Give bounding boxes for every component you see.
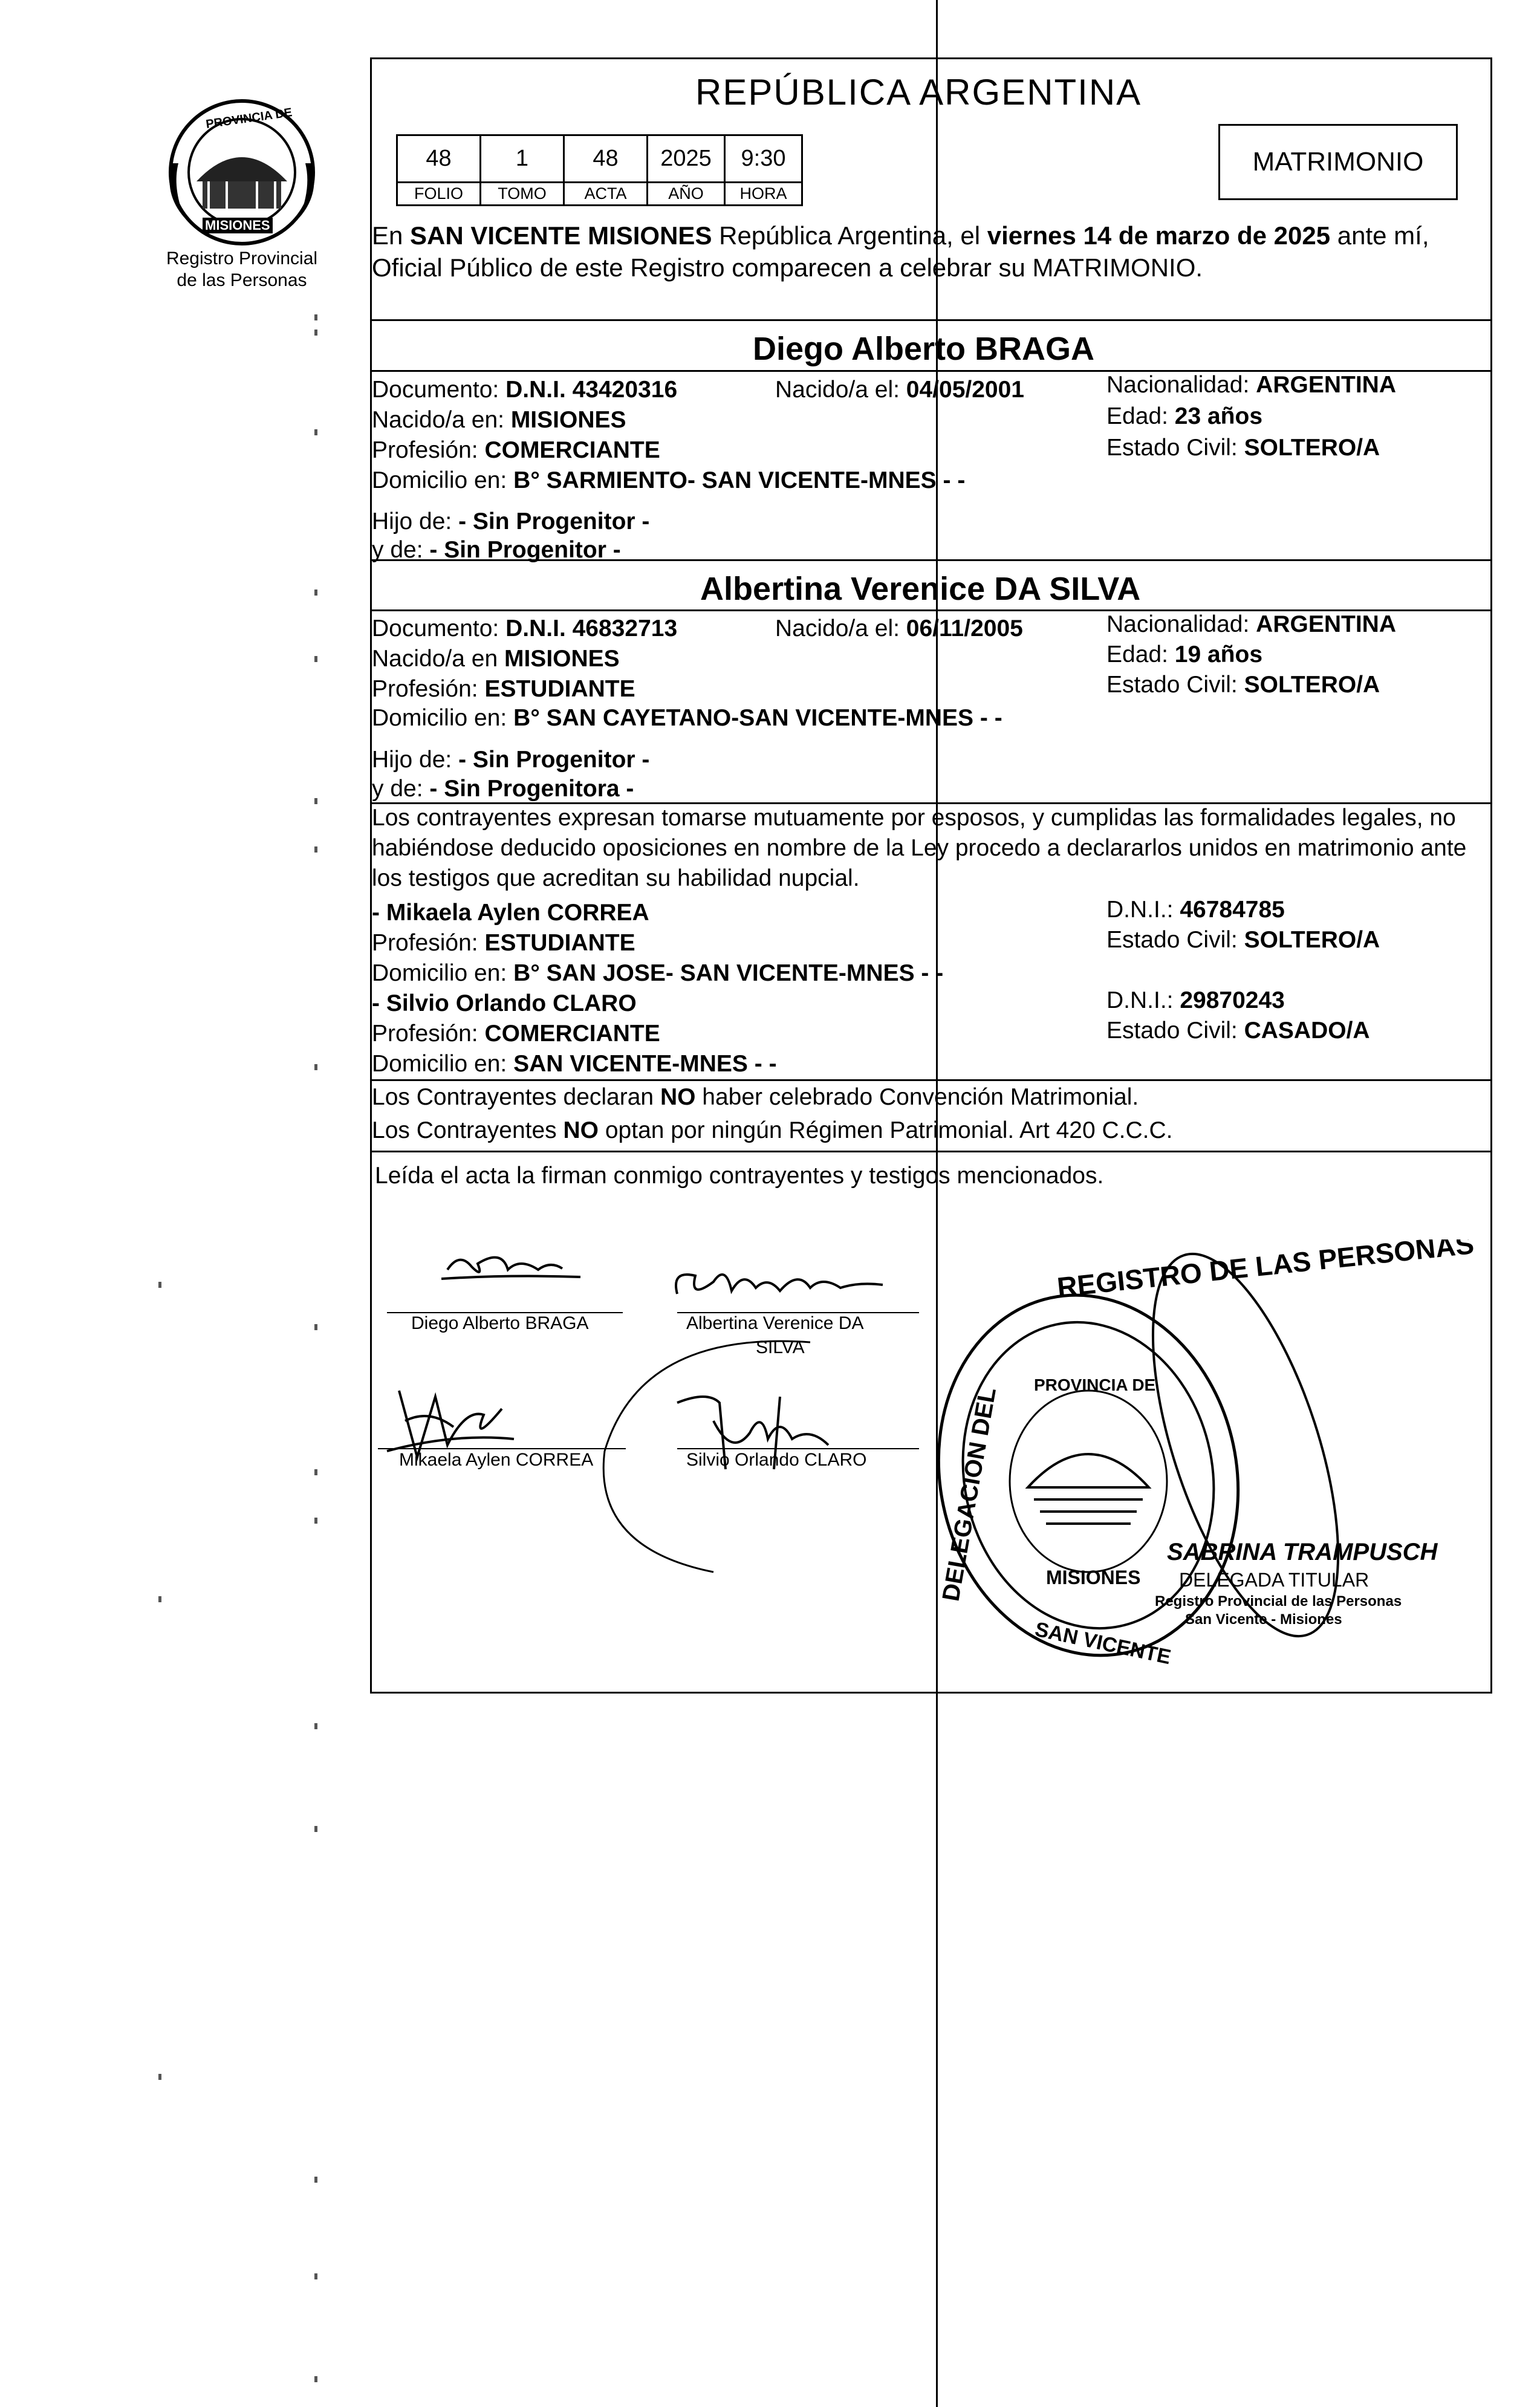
signature-label-albertina-1: Albertina Verenice DA — [686, 1313, 864, 1333]
registry-logo — [160, 91, 323, 254]
c1-document: Documento: D.N.I. 43420316 — [372, 377, 678, 403]
year-label: AÑO — [648, 183, 725, 206]
seal-outer-left-text: DELEGACION DEL — [937, 1385, 1001, 1603]
convention-line-1: Los Contrayentes declaran NO haber celebrado Convención Matrimonial. — [372, 1084, 1139, 1110]
intro-line-1: En SAN VICENTE MISIONES República Argentina, el viernes 14 de marzo de 2025 ante mí, — [372, 221, 1429, 250]
c1-address: Domicilio en: B° SARMIENTO- SAN VICENTE-MNES - - — [372, 467, 966, 493]
w2-dni: D.N.I.: 29870243 — [1106, 987, 1285, 1013]
logo-caption-line-1: Registro Provincial — [166, 248, 318, 268]
signature-label-mikaela: Mikaela Aylen CORREA — [399, 1450, 594, 1470]
folio-label: FOLIO — [397, 183, 481, 206]
logo-top-text: PROVINCIA DE — [205, 106, 293, 131]
officer-place: San Vicente - Misiones — [1185, 1611, 1342, 1628]
w1-profession: Profesión: ESTUDIANTE — [372, 930, 635, 956]
c2-birth-date: Nacido/a el: 06/11/2005 — [775, 616, 1023, 642]
folio-value: 48 — [397, 135, 481, 183]
c2-address: Domicilio en: B° SAN CAYETANO-SAN VICENTE-MNES - - — [372, 705, 1002, 731]
declaration-line-2: habiéndose deducido oposiciones en nombre de la Ley procedo a declararlos unidos en matrimonio ante — [372, 835, 1467, 861]
logo-bottom-text: MISIONES — [203, 218, 273, 233]
c2-birthplace: Nacido/a en MISIONES — [372, 646, 620, 672]
c2-mother: y de: - Sin Progenitora - — [372, 776, 634, 802]
page-title: REPÚBLICA ARGENTINA — [695, 72, 1142, 112]
c2-civil-status: Estado Civil: SOLTERO/A — [1106, 672, 1380, 698]
c1-age: Edad: 23 años — [1106, 403, 1263, 429]
w1-civil-status: Estado Civil: SOLTERO/A — [1106, 927, 1380, 953]
record-meta-table — [396, 134, 803, 206]
c1-profession: Profesión: COMERCIANTE — [372, 437, 660, 463]
w2-civil-status: Estado Civil: CASADO/A — [1106, 1018, 1370, 1044]
c2-age: Edad: 19 años — [1106, 642, 1263, 668]
declaration-line-1: Los contrayentes expresan tomarse mutuamente por esposos, y cumplidas las formalidades legales, no — [372, 805, 1456, 831]
signature-diego-icon — [435, 1246, 593, 1300]
seal-outer-top-text: REGISTRO DE LAS PERSONAS — [1055, 1239, 1475, 1304]
w1-address: Domicilio en: B° SAN JOSE- SAN VICENTE-MNES - - — [372, 960, 944, 986]
signature-albertina-icon — [665, 1258, 901, 1306]
c1-birthplace: Nacido/a en: MISIONES — [372, 407, 626, 433]
intro-line-2: Oficial Público de este Registro comparecen a celebrar su MATRIMONIO. — [372, 253, 1203, 282]
seal-inner-top-text: PROVINCIA DE — [1034, 1376, 1156, 1394]
c1-civil-status: Estado Civil: SOLTERO/A — [1106, 435, 1380, 461]
c2-profession: Profesión: ESTUDIANTE — [372, 676, 635, 702]
acta-value: 48 — [564, 135, 648, 183]
acta-label: ACTA — [564, 183, 648, 206]
tomo-label: TOMO — [481, 183, 564, 206]
declaration-line-3: los testigos que acreditan su habilidad nupcial. — [372, 865, 860, 891]
w2-address: Domicilio en: SAN VICENTE-MNES - - — [372, 1051, 777, 1077]
signature-label-diego: Diego Alberto BRAGA — [411, 1313, 589, 1333]
year-value: 2025 — [648, 135, 725, 183]
seal-inner-bottom-text: MISIONES — [1046, 1567, 1141, 1588]
act-type-box: MATRIMONIO — [1218, 124, 1458, 200]
c2-document: Documento: D.N.I. 46832713 — [372, 616, 678, 642]
official-seal — [931, 1239, 1475, 1699]
hour-label: HORA — [725, 183, 802, 206]
officer-name: SABRINA TRAMPUSCH — [1167, 1539, 1438, 1565]
logo-caption-line-2: de las Personas — [177, 270, 307, 290]
contrayente-2-name: Albertina Verenice DA SILVA — [700, 571, 1141, 607]
c1-nationality: Nacionalidad: ARGENTINA — [1106, 372, 1397, 398]
convention-line-2: Los Contrayentes NO optan por ningún Régimen Patrimonial. Art 420 C.C.C. — [372, 1117, 1173, 1143]
contrayente-1-name: Diego Alberto BRAGA — [753, 331, 1094, 367]
tomo-value: 1 — [481, 135, 564, 183]
c1-father: Hijo de: - Sin Progenitor - — [372, 508, 650, 534]
w1-dni: D.N.I.: 46784785 — [1106, 897, 1285, 923]
w2-profession: Profesión: COMERCIANTE — [372, 1021, 660, 1047]
c2-father: Hijo de: - Sin Progenitor - — [372, 747, 650, 773]
logo-caption — [151, 248, 333, 291]
witness-2-name: - Silvio Orlando CLARO — [372, 990, 637, 1016]
signature-label-silvio: Silvio Orlando CLARO — [686, 1450, 867, 1470]
hour-value: 9:30 — [725, 135, 802, 183]
closing-statement: Leída el acta la firman conmigo contrayentes y testigos mencionados. — [375, 1163, 1104, 1189]
witness-1-name: - Mikaela Aylen CORREA — [372, 900, 649, 926]
c1-mother: y de: - Sin Progenitor - — [372, 537, 621, 563]
c2-nationality: Nacionalidad: ARGENTINA — [1106, 611, 1397, 637]
seal-outer-bottom-text: SAN VICENTE — [1033, 1617, 1173, 1669]
c1-birth-date: Nacido/a el: 04/05/2001 — [775, 377, 1024, 403]
officer-title: DELEGADA TITULAR — [1179, 1569, 1369, 1591]
signature-label-albertina-2: SILVA — [756, 1337, 805, 1357]
registry-seal-icon — [931, 1239, 1475, 1699]
officer-organization: Registro Provincial de las Personas — [1155, 1593, 1402, 1610]
